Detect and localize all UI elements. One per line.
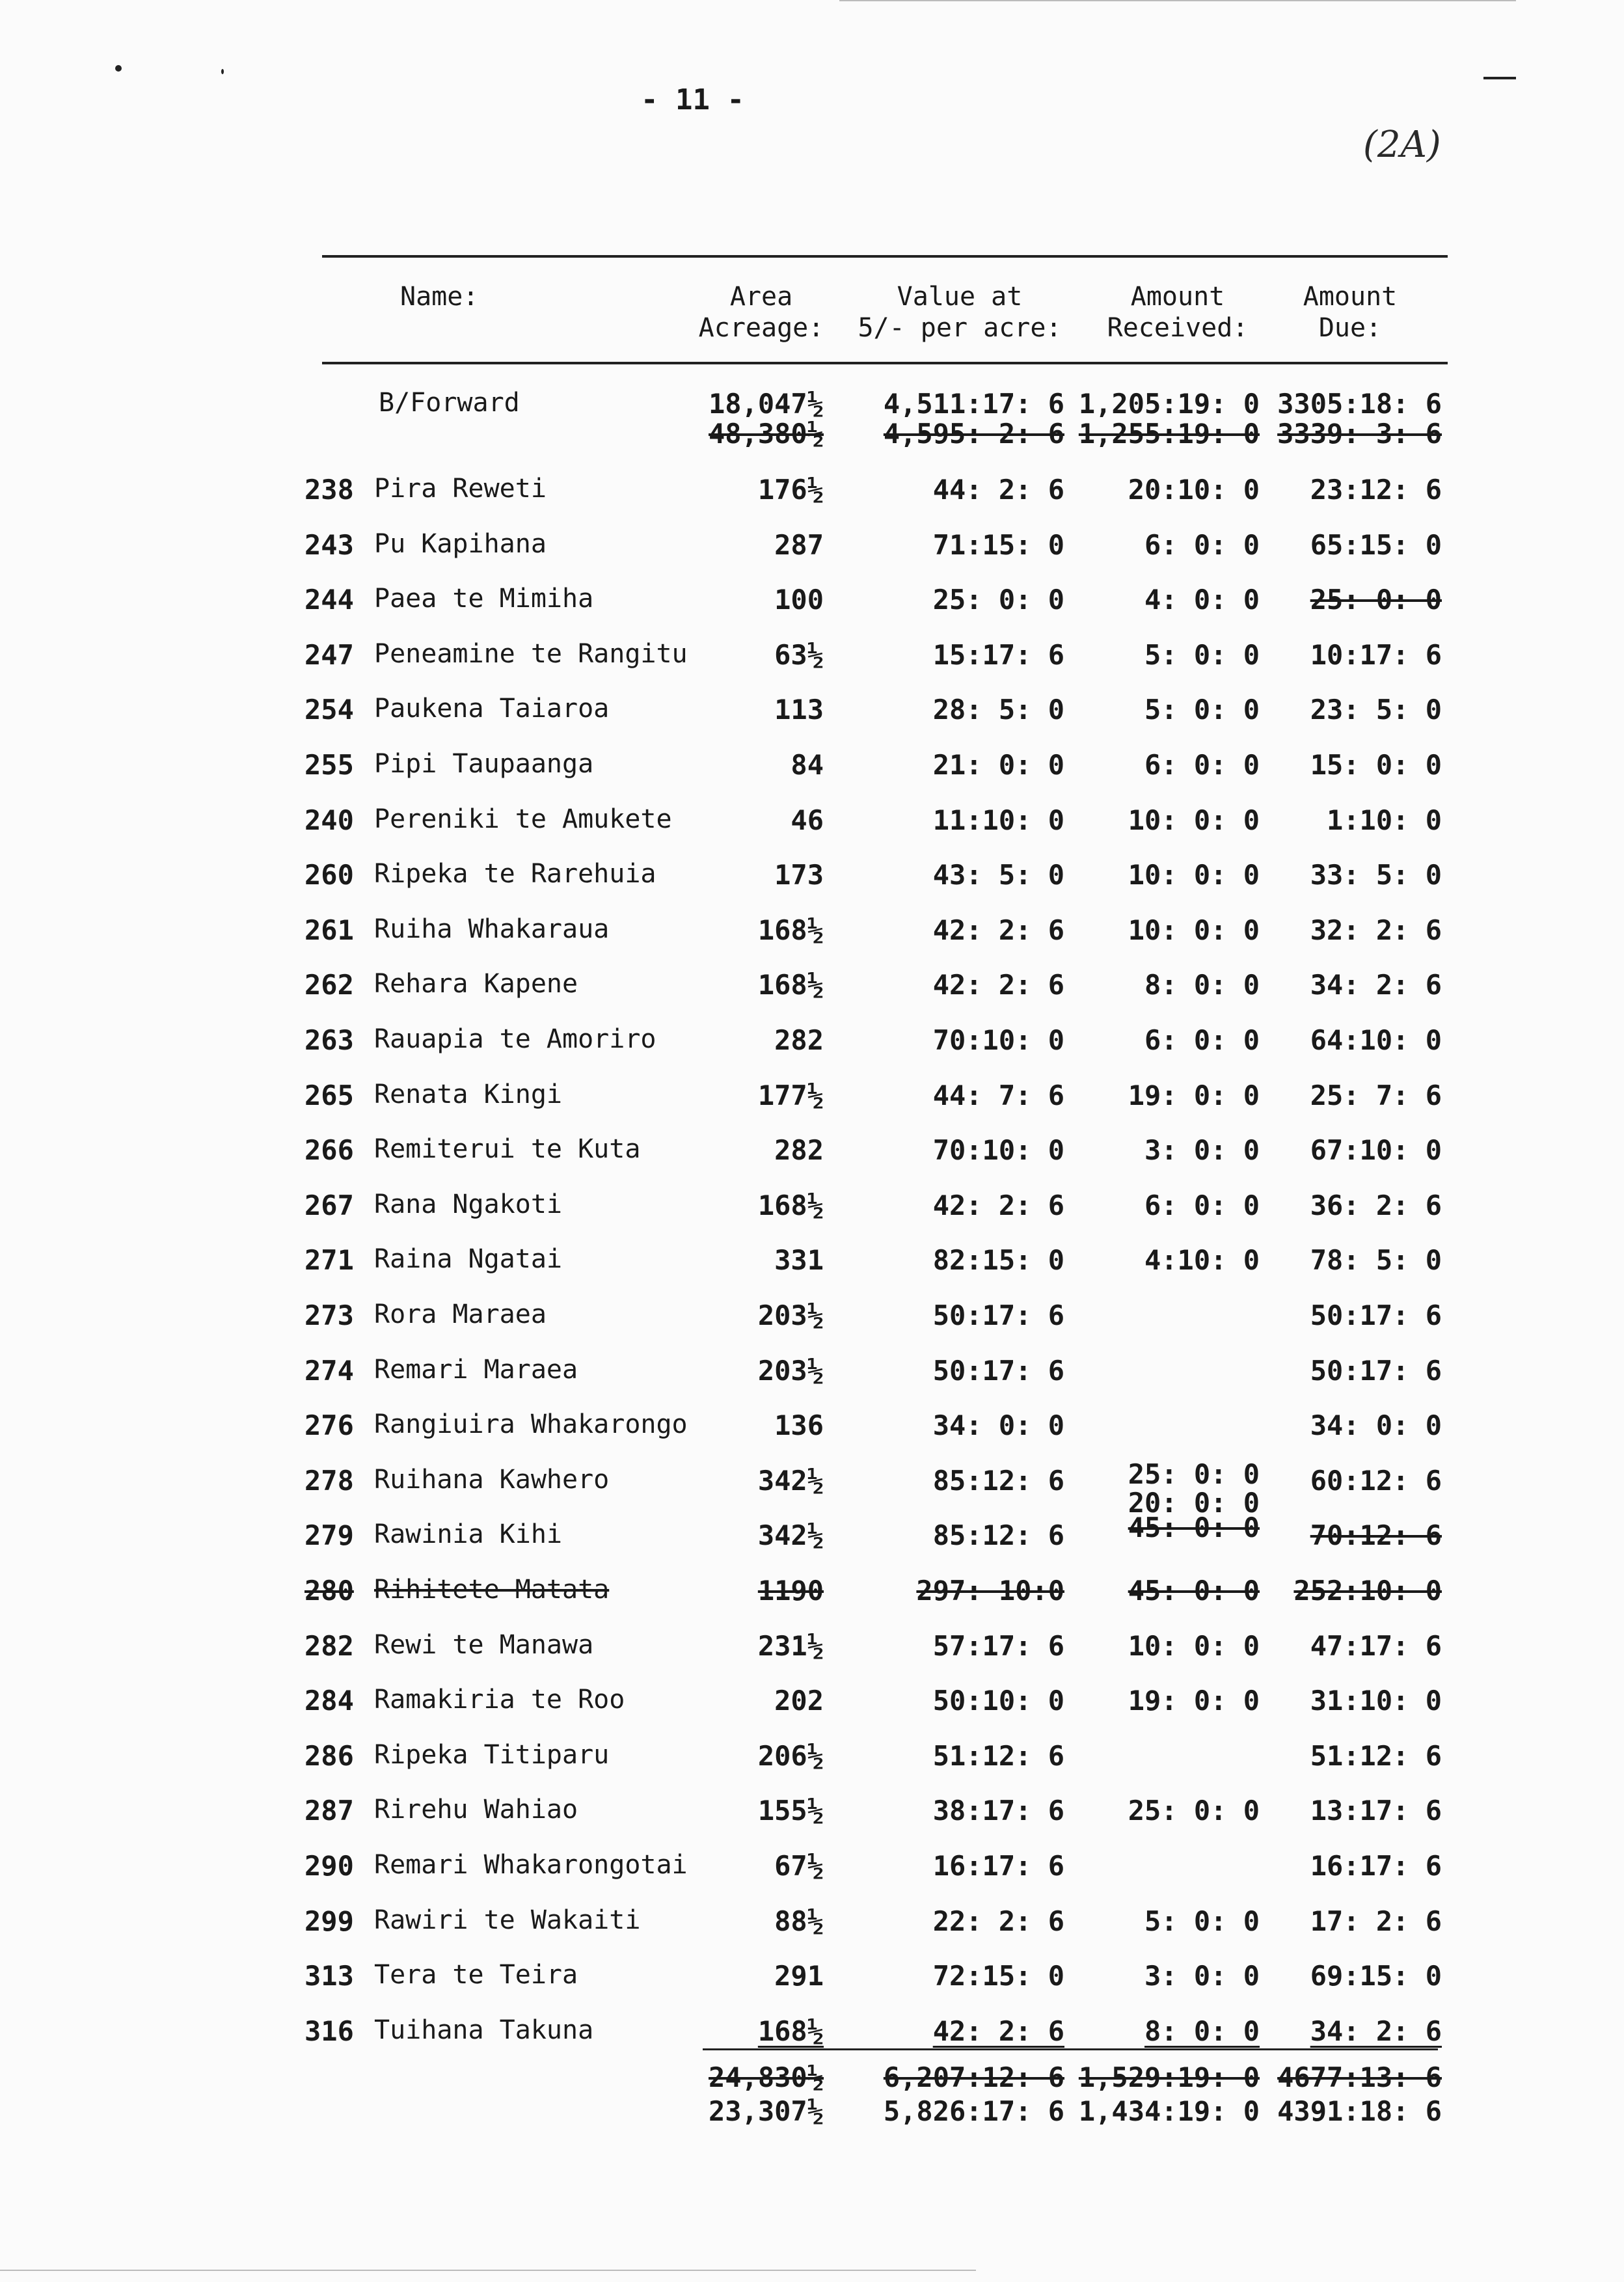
entry-received: 6: 0: 0	[1144, 1024, 1260, 1056]
entry-received-second: 20: 0: 0	[1128, 1487, 1260, 1519]
entry-name: Rangiuira Whakarongo	[374, 1409, 688, 1439]
entry-area: 203½	[757, 1355, 824, 1387]
entry-area: 88½	[774, 1905, 824, 1937]
entry-name: Rehara Kapene	[374, 969, 578, 999]
header-area: Area Acreage:	[698, 282, 824, 343]
entry-value: 51:12: 6	[932, 1740, 1064, 1772]
entry-value: 85:12: 6	[932, 1465, 1064, 1497]
ledger-row	[0, 1850, 1624, 1889]
entry-due: 1:10: 0	[1326, 804, 1442, 836]
entry-name: Raina Ngatai	[374, 1244, 562, 1274]
entry-received: 4:10: 0	[1144, 1244, 1260, 1276]
entry-number: 262	[304, 969, 354, 1001]
entry-due: 25: 0: 0	[1310, 584, 1442, 616]
entry-due: 16:17: 6	[1310, 1850, 1442, 1882]
entry-area: 168½	[757, 2015, 824, 2047]
entry-value: 50:17: 6	[932, 1299, 1064, 1331]
header-value: Value at 5/- per acre:	[858, 282, 1062, 343]
entry-due: 23: 5: 0	[1310, 694, 1442, 726]
entry-area: 342½	[757, 1465, 824, 1497]
entry-number: 244	[304, 584, 354, 616]
entry-due: 36: 2: 6	[1310, 1189, 1442, 1221]
ledger-row	[0, 1960, 1624, 1999]
entry-due: 34: 2: 6	[1310, 969, 1442, 1001]
entry-number: 282	[304, 1630, 354, 1662]
entry-area: 177½	[757, 1080, 824, 1111]
entry-value: 72:15: 0	[932, 1960, 1064, 1992]
ledger-row	[0, 1189, 1624, 1229]
entry-area: 331	[774, 1244, 824, 1276]
entry-value: 44: 7: 6	[932, 1080, 1064, 1111]
total-received-struck: 1,529:19: 0	[1078, 2061, 1260, 2093]
entry-due: 47:17: 6	[1310, 1630, 1442, 1662]
entry-area: 136	[774, 1409, 824, 1441]
entry-area: 282	[774, 1024, 824, 1056]
entry-value: 38:17: 6	[932, 1795, 1064, 1827]
page-number: - 11 -	[641, 83, 744, 116]
entry-received: 6: 0: 0	[1144, 1189, 1260, 1221]
top-edge-line	[839, 0, 1516, 1]
entry-received: 8: 0: 0	[1144, 2015, 1260, 2047]
entry-due: 15: 0: 0	[1310, 749, 1442, 781]
entry-name: Ripeka Titiparu	[374, 1740, 610, 1770]
header-received: Amount Received:	[1107, 282, 1249, 343]
ledger-row	[0, 1512, 1624, 1558]
total-due: 4391:18: 6	[1277, 2095, 1442, 2127]
entry-number: 287	[304, 1795, 354, 1827]
entry-received: 5: 0: 0	[1144, 639, 1260, 671]
entry-number: 238	[304, 474, 354, 506]
ledger-row	[0, 804, 1624, 843]
entry-value: 71:15: 0	[932, 529, 1064, 561]
entry-name: Ruiha Whakaraua	[374, 914, 610, 944]
header-name: Name:	[400, 282, 479, 312]
ledger-row	[0, 969, 1624, 1008]
forward-row-struck	[0, 418, 1624, 457]
entry-name: Remari Whakarongotai	[374, 1850, 688, 1880]
entry-name: Remiterui te Kuta	[374, 1134, 641, 1164]
entry-number: 271	[304, 1244, 354, 1276]
ledger-row	[0, 1795, 1624, 1834]
entry-value: 70:10: 0	[932, 1024, 1064, 1056]
ink-speck	[221, 69, 224, 74]
entry-name: Tera te Teira	[374, 1960, 578, 1990]
entry-name: Rora Maraea	[374, 1299, 547, 1329]
entry-number: 265	[304, 1080, 354, 1111]
entry-received: 3: 0: 0	[1144, 1134, 1260, 1166]
top-right-mark	[1483, 77, 1516, 79]
ledger-row	[0, 1575, 1624, 1614]
ledger-row	[0, 859, 1624, 898]
ledger-row	[0, 1740, 1624, 1779]
entry-received: 5: 0: 0	[1144, 694, 1260, 726]
total-area-struck: 24,830½	[708, 2061, 824, 2093]
ink-speck	[115, 65, 122, 72]
entry-name: Pereniki te Amukete	[374, 804, 672, 834]
entry-received: 10: 0: 0	[1128, 1630, 1260, 1662]
entry-due: 34: 2: 6	[1310, 2015, 1442, 2047]
entry-due: 17: 2: 6	[1310, 1905, 1442, 1937]
entry-value: 85:12: 6	[932, 1519, 1064, 1551]
ledger-row	[0, 1458, 1624, 1519]
ledger-row	[0, 1355, 1624, 1394]
entry-area: 46	[791, 804, 824, 836]
ledger-row	[0, 914, 1624, 953]
forward-area-struck: 48,380½	[708, 418, 824, 450]
entry-name: Pira Reweti	[374, 474, 547, 504]
entry-received: 45: 0: 0	[1128, 1575, 1260, 1607]
entry-due: 10:17: 6	[1310, 639, 1442, 671]
header-top-rule	[322, 255, 1448, 258]
totals-row	[0, 2095, 1624, 2134]
entry-name: Renata Kingi	[374, 1080, 562, 1109]
ledger-row	[0, 1244, 1624, 1283]
entry-due: 25: 7: 6	[1310, 1080, 1442, 1111]
entry-due: 23:12: 6	[1310, 474, 1442, 506]
entry-name: Rirehu Wahiao	[374, 1795, 578, 1825]
entry-value: 70:10: 0	[932, 1134, 1064, 1166]
ledger-row	[0, 1630, 1624, 1669]
entry-value: 42: 2: 6	[932, 2015, 1064, 2047]
ledger-row	[0, 1905, 1624, 1944]
entry-number: 284	[304, 1685, 354, 1717]
entry-name: Rawinia Kihi	[374, 1519, 562, 1549]
entry-name: Rauapia te Amoriro	[374, 1024, 656, 1054]
entry-due: 78: 5: 0	[1310, 1244, 1442, 1276]
total-value-struck: 6,207:12: 6	[883, 2061, 1064, 2093]
entry-received: 3: 0: 0	[1144, 1960, 1260, 1992]
entry-number: 279	[304, 1519, 354, 1551]
entry-area: 282	[774, 1134, 824, 1166]
entry-value: 15:17: 6	[932, 639, 1064, 671]
forward-area: 18,047½	[708, 388, 824, 420]
entry-area: 176½	[757, 474, 824, 506]
entry-due: 65:15: 0	[1310, 529, 1442, 561]
entry-number: 263	[304, 1024, 354, 1056]
entry-value: 43: 5: 0	[932, 859, 1064, 891]
totals-rule	[703, 2048, 1438, 2050]
entry-received: 6: 0: 0	[1144, 749, 1260, 781]
entry-value: 297: 10:0	[916, 1575, 1064, 1607]
entry-due: 60:12: 6	[1310, 1465, 1442, 1497]
ledger-row	[0, 584, 1624, 623]
entry-number: 261	[304, 914, 354, 946]
handwritten-annotation: (2A)	[1363, 124, 1441, 166]
entry-number: 260	[304, 859, 354, 891]
entry-received: 5: 0: 0	[1144, 1905, 1260, 1937]
entry-due: 70:12: 6	[1310, 1519, 1442, 1551]
entry-number: 243	[304, 529, 354, 561]
entry-received: 10: 0: 0	[1128, 859, 1260, 891]
total-value: 5,826:17: 6	[883, 2095, 1064, 2127]
ledger-row	[0, 1080, 1624, 1119]
header-bottom-rule	[322, 362, 1448, 364]
entry-number: 299	[304, 1905, 354, 1937]
entry-value: 50:17: 6	[932, 1355, 1064, 1387]
entry-number: 274	[304, 1355, 354, 1387]
entry-number: 247	[304, 639, 354, 671]
total-area: 23,307½	[708, 2095, 824, 2127]
entry-received: 10: 0: 0	[1128, 804, 1260, 836]
forward-received-struck: 1,255:19: 0	[1078, 418, 1260, 450]
entry-name: Rewi te Manawa	[374, 1630, 594, 1660]
ledger-row	[0, 529, 1624, 568]
entry-received: 10: 0: 0	[1128, 914, 1260, 946]
entry-name: Paea te Mimiha	[374, 584, 594, 614]
entry-number: 278	[304, 1465, 354, 1497]
entry-value: 57:17: 6	[932, 1630, 1064, 1662]
ledger-row	[0, 749, 1624, 788]
bottom-edge-line	[0, 2270, 976, 2271]
entry-value: 16:17: 6	[932, 1850, 1064, 1882]
entry-due: 31:10: 0	[1310, 1685, 1442, 1717]
ledger-row	[0, 1409, 1624, 1448]
entry-received: 25: 0: 0	[1128, 1795, 1260, 1827]
entry-area: 168½	[757, 969, 824, 1001]
entry-area: 342½	[757, 1519, 824, 1551]
forward-due: 3305:18: 6	[1277, 388, 1442, 420]
ledger-row	[0, 1024, 1624, 1063]
entry-area: 100	[774, 584, 824, 616]
entry-received: 19: 0: 0	[1128, 1080, 1260, 1111]
entry-value: 50:10: 0	[932, 1685, 1064, 1717]
entry-name: Remari Maraea	[374, 1355, 578, 1385]
entry-number: 313	[304, 1960, 354, 1992]
entry-received: 25: 0: 0	[1128, 1458, 1260, 1490]
entry-area: 203½	[757, 1299, 824, 1331]
forward-value-struck: 4,595: 2: 6	[883, 418, 1064, 450]
entry-received: 20:10: 0	[1128, 474, 1260, 506]
entry-area: 168½	[757, 1189, 824, 1221]
entry-area: 168½	[757, 914, 824, 946]
entry-number: 255	[304, 749, 354, 781]
entry-received: 45: 0: 0	[1128, 1512, 1260, 1543]
ledger-row	[0, 1134, 1624, 1173]
entry-area: 202	[774, 1685, 824, 1717]
entry-due: 34: 0: 0	[1310, 1409, 1442, 1441]
entry-value: 82:15: 0	[932, 1244, 1064, 1276]
entry-value: 28: 5: 0	[932, 694, 1064, 726]
entry-value: 42: 2: 6	[932, 1189, 1064, 1221]
entry-number: 290	[304, 1850, 354, 1882]
entry-number: 240	[304, 804, 354, 836]
entry-area: 67½	[774, 1850, 824, 1882]
entry-area: 113	[774, 694, 824, 726]
entry-value: 44: 2: 6	[932, 474, 1064, 506]
ledger-row	[0, 1299, 1624, 1338]
entry-name: Ripeka te Rarehuia	[374, 859, 656, 889]
entry-area: 206½	[757, 1740, 824, 1772]
ledger-row	[0, 474, 1624, 513]
entry-name: Tuihana Takuna	[374, 2015, 594, 2045]
entry-due: 69:15: 0	[1310, 1960, 1442, 1992]
entry-name: Paukena Taiaroa	[374, 694, 610, 724]
forward-due-struck: 3339: 3: 6	[1277, 418, 1442, 450]
entry-value: 25: 0: 0	[932, 584, 1064, 616]
entry-due: 33: 5: 0	[1310, 859, 1442, 891]
entry-received: 6: 0: 0	[1144, 529, 1260, 561]
entry-due: 50:17: 6	[1310, 1355, 1442, 1387]
totals-row-struck	[0, 2061, 1624, 2100]
entry-value: 42: 2: 6	[932, 969, 1064, 1001]
entry-name: Rawiri te Wakaiti	[374, 1905, 641, 1935]
entry-name: Pipi Taupaanga	[374, 749, 594, 779]
ledger-row	[0, 1685, 1624, 1724]
entry-area: 1190	[757, 1575, 824, 1607]
entry-name: Peneamine te Rangitu	[374, 639, 688, 669]
ledger-row	[0, 639, 1624, 678]
entry-due: 13:17: 6	[1310, 1795, 1442, 1827]
entry-due: 64:10: 0	[1310, 1024, 1442, 1056]
entry-value: 22: 2: 6	[932, 1905, 1064, 1937]
entry-area: 291	[774, 1960, 824, 1992]
entry-number: 267	[304, 1189, 354, 1221]
entry-area: 84	[791, 749, 824, 781]
entry-received: 4: 0: 0	[1144, 584, 1260, 616]
entry-due: 50:17: 6	[1310, 1299, 1442, 1331]
entry-area: 287	[774, 529, 824, 561]
entry-number: 266	[304, 1134, 354, 1166]
entry-number: 280	[304, 1575, 354, 1607]
entry-name: Ramakiria te Roo	[374, 1685, 625, 1715]
ledger-row	[0, 694, 1624, 733]
entry-number: 273	[304, 1299, 354, 1331]
entry-number: 276	[304, 1409, 354, 1441]
entry-value: 21: 0: 0	[932, 749, 1064, 781]
entry-value: 34: 0: 0	[932, 1409, 1064, 1441]
entry-due: 67:10: 0	[1310, 1134, 1442, 1166]
entry-area: 231½	[757, 1630, 824, 1662]
entry-due: 252:10: 0	[1293, 1575, 1442, 1607]
entry-value: 42: 2: 6	[932, 914, 1064, 946]
entry-received: 8: 0: 0	[1144, 969, 1260, 1001]
entry-name: Rana Ngakoti	[374, 1189, 562, 1219]
entry-name: Ruihana Kawhero	[374, 1465, 610, 1495]
header-due: Amount Due:	[1303, 282, 1398, 343]
entry-due: 32: 2: 6	[1310, 914, 1442, 946]
entry-number: 316	[304, 2015, 354, 2047]
forward-label: B/Forward	[379, 388, 520, 418]
forward-received: 1,205:19: 0	[1078, 388, 1260, 420]
total-due-struck: 4677:13: 6	[1277, 2061, 1442, 2093]
total-received: 1,434:19: 0	[1078, 2095, 1260, 2127]
entry-area: 173	[774, 859, 824, 891]
forward-value: 4,511:17: 6	[883, 388, 1064, 420]
entry-received: 19: 0: 0	[1128, 1685, 1260, 1717]
entry-area: 155½	[757, 1795, 824, 1827]
entry-number: 286	[304, 1740, 354, 1772]
entry-due: 51:12: 6	[1310, 1740, 1442, 1772]
entry-number: 254	[304, 694, 354, 726]
entry-name: Pu Kapihana	[374, 529, 547, 559]
entry-name: Rihitete Matata	[374, 1575, 610, 1605]
entry-area: 63½	[774, 639, 824, 671]
entry-value: 11:10: 0	[932, 804, 1064, 836]
